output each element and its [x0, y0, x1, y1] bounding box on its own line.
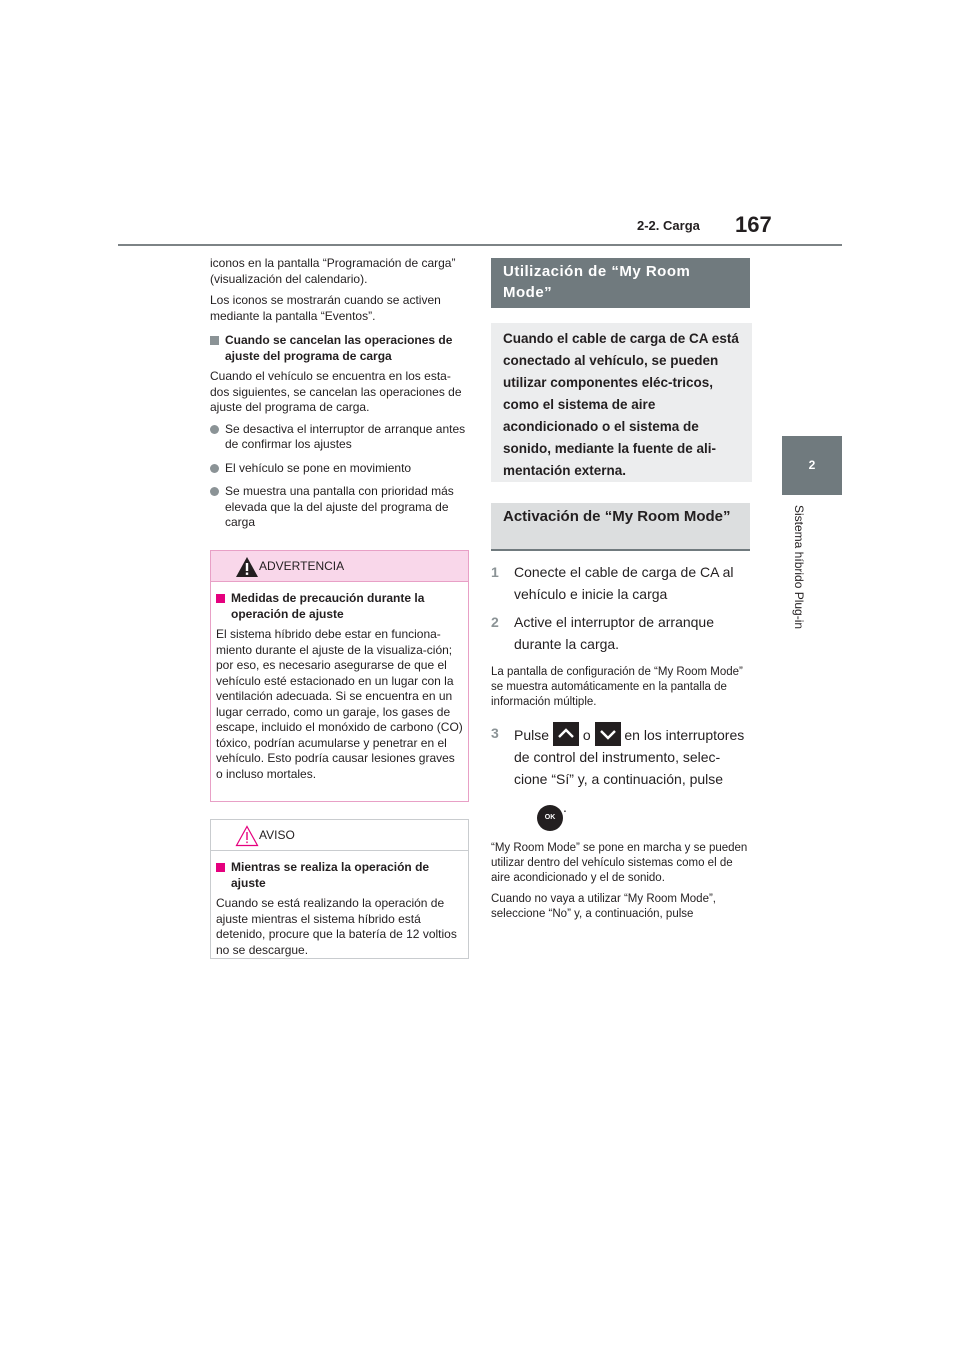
up-arrow-button-icon [553, 722, 579, 746]
warning-header [211, 551, 468, 582]
warning-box [210, 550, 469, 802]
warning-title: ADVERTENCIA [259, 559, 345, 573]
list-item: Se desactiva el interruptor de arranque antes de confirmar los ajustes [210, 422, 470, 453]
step-number: 2 [491, 614, 499, 630]
step-item [491, 611, 753, 655]
section-header: 2-2. Carga [637, 218, 700, 233]
notice-title: AVISO [259, 828, 295, 842]
section-title-utilizacion: Utilización de “My Room Mode” [491, 258, 750, 308]
warning-subheading: Medidas de precaución durante la operación de ajuste [216, 591, 463, 622]
page-number: 167 [735, 212, 772, 237]
step-text: en los interruptores de control del instrumento, selec-cione “Sí” y, a continuación, pulse [514, 727, 745, 787]
left-column [210, 256, 470, 539]
list-item: El vehículo se pone en movimiento [210, 461, 470, 477]
step-text: o [582, 727, 591, 743]
circle-bullet-icon [210, 425, 219, 434]
intro-text: Cuando el cable de carga de CA está conectado al vehículo, se pueden utilizar componentes eléc-tricos, como el sistema de aire acondicionado o el sistema de sonido, mediante la fuente de ali-mentación externa. [491, 323, 752, 482]
list-item: Se muestra una pantalla con prioridad más elevada que la del ajuste del programa de carga [210, 484, 470, 531]
step-text: Pulse [514, 727, 550, 743]
note-text: “My Room Mode” se pone en marcha y se pueden utilizar dentro del vehículo sistemas como el de aire acondicionado y el de sonido. [491, 842, 748, 884]
section-title-activacion: Activación de “My Room Mode” [491, 503, 750, 551]
step-item: 3 Pulse o en los interruptores de control del instrumento, selec-cione “Sí” y, a continuación, pulse OK. [491, 722, 753, 831]
step-number: 3 [491, 725, 499, 741]
step-item [491, 561, 753, 605]
note-text: Cuando no vaya a utilizar “My Room Mode”, seleccione “No” y, a continuación, pulse [491, 893, 716, 920]
paragraph: Cuando el vehículo se encuentra en los esta-dos siguientes, se cancelan las operaciones de ajuste del programa de carga. [210, 369, 462, 414]
paragraph: Los iconos se mostrarán cuando se activen mediante la pantalla “Eventos”. [210, 293, 441, 323]
note-text: La pantalla de configuración de “My Room Mode” se muestra automáticamente en la pantalla de información múltiple. [491, 666, 743, 708]
ok-button-icon: OK [537, 805, 563, 831]
notice-subheading: Mientras se realiza la operación de ajuste [216, 860, 463, 891]
chapter-label: Sistema híbrido Plug-in [792, 505, 806, 630]
paragraph: iconos en la pantalla “Programación de carga” (visualización del calendario). [210, 256, 456, 286]
circle-bullet-icon [210, 464, 219, 473]
subheading: Cuando se cancelan las operaciones de ajuste del programa de carga [210, 333, 470, 364]
warning-triangle-icon [235, 556, 259, 578]
square-bullet-icon [210, 336, 219, 345]
step-text: Active el interruptor de arranque durante la carga. [514, 614, 714, 652]
warning-text: El sistema híbrido debe estar en funciona-miento durante el ajuste de la visualiza-ción; por eso, es necesario asegurarse de que el vehículo esté estacionado en un lugar con la ventilación adecuada. Si se encuentra en un lugar cerrado, como un garaje, los gases de escape, incluido el monóxido de carbono (CO) tóxico, podrían acumularse y penetrar en el vehículo. Esto podría causar lesiones graves o incluso mortales. [216, 627, 463, 781]
notice-text: Cuando se está realizando la operación de ajuste mientras el sistema híbrido está detenido, procure que la batería de 12 voltios no se descargue. [216, 896, 457, 957]
notice-box [210, 819, 469, 959]
header-divider [118, 244, 842, 246]
caution-triangle-icon [235, 825, 259, 847]
chapter-tab: 2 [782, 436, 842, 495]
step-text: Conecte el cable de carga de CA al vehículo e inicie la carga [514, 564, 734, 602]
square-bullet-icon [216, 594, 225, 603]
notice-header [211, 820, 468, 851]
down-arrow-button-icon [595, 722, 621, 746]
circle-bullet-icon [210, 487, 219, 496]
step-number: 1 [491, 564, 499, 580]
square-bullet-icon [216, 863, 225, 872]
steps-list [491, 561, 753, 932]
